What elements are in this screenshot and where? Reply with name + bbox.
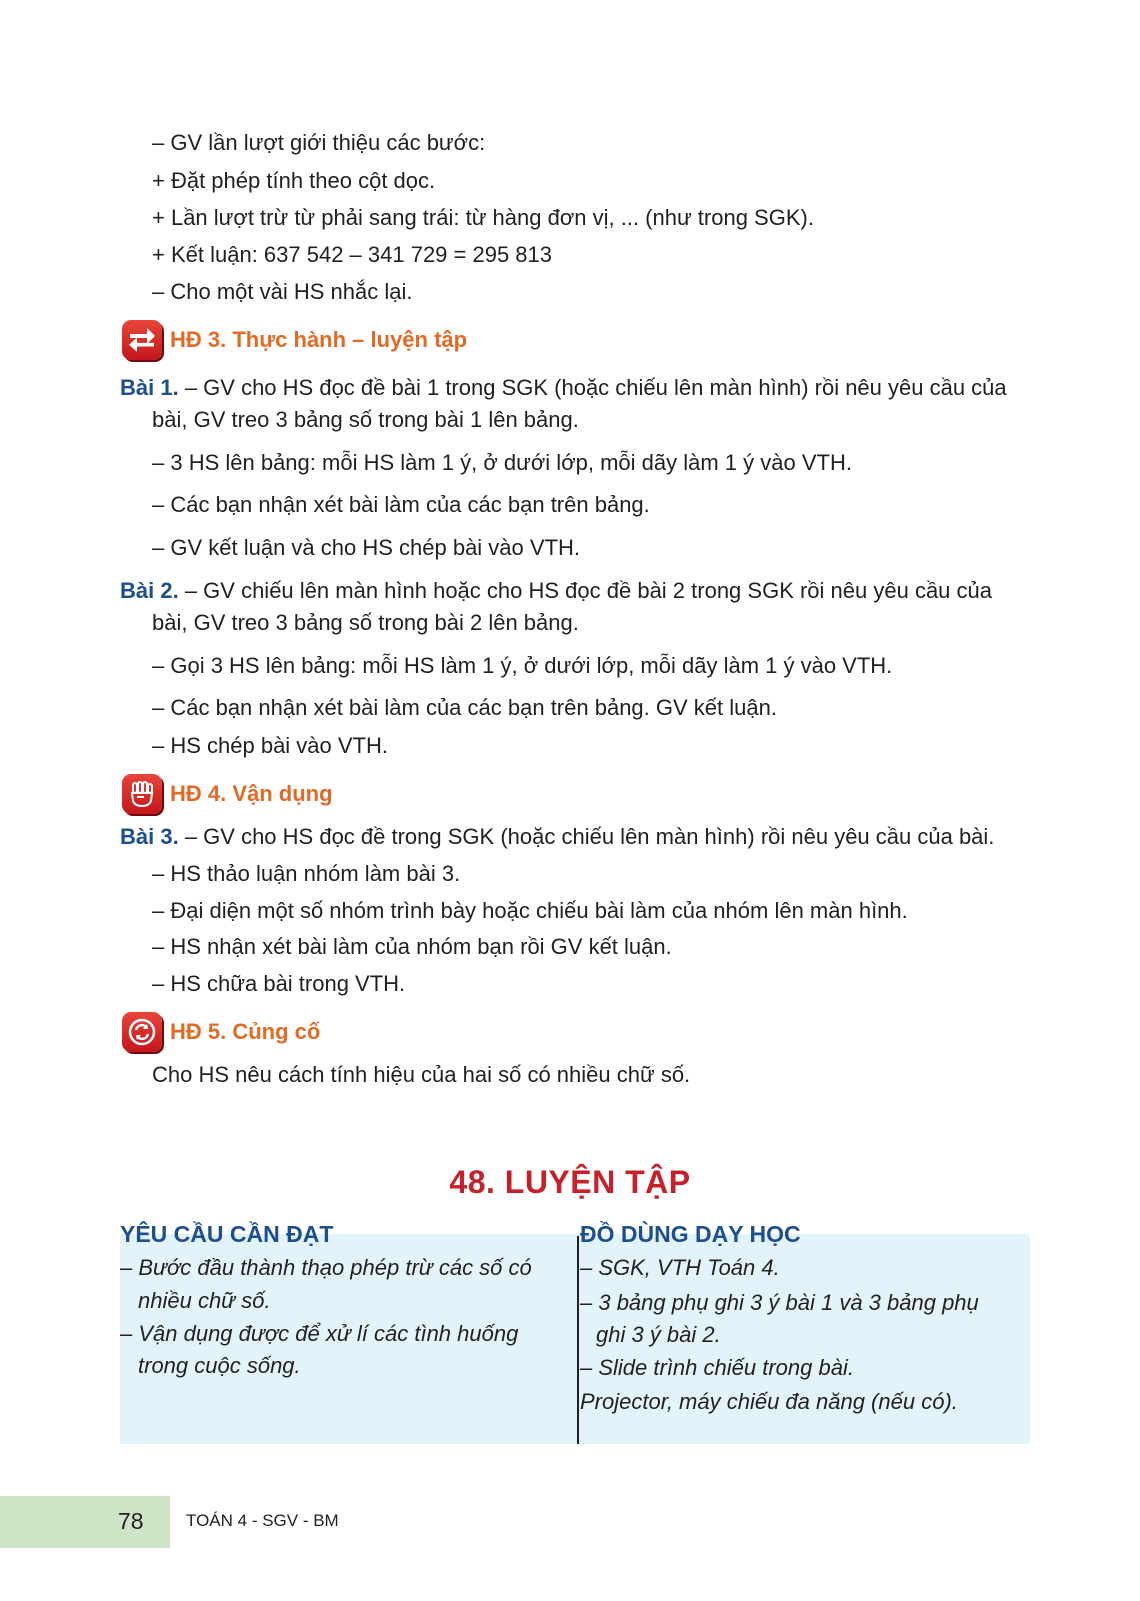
requirement-line: trong cuộc sống. [138,1353,301,1378]
practice-arrows-icon [122,320,162,360]
hd5-heading [122,1012,320,1052]
intro-line: + Đặt phép tính theo cột dọc. [152,168,436,193]
bai1-item: – GV kết luận và cho HS chép bài vào VTH. [152,535,581,560]
bai2-second-line: bài, GV treo 3 bảng số trong bài 2 lên bảng. [152,610,579,635]
page-number: 78 [118,1508,144,1534]
bai3-item: – HS thảo luận nhóm làm bài 3. [152,861,461,886]
intro-line: – GV lần lượt giới thiệu các bước: [152,130,486,155]
hd3-title: HĐ 3. Thực hành – luyện tập [170,327,468,352]
material-line: ghi 3 ý bài 2. [596,1322,721,1347]
book-title: TOÁN 4 - SGV - BM [186,1511,339,1530]
bai2-item: – Gọi 3 HS lên bảng: mỗi HS làm 1 ý, ở dưới lớp, mỗi dãy làm 1 ý vào VTH. [152,653,893,678]
material-line: Projector, máy chiếu đa năng (nếu có). [580,1389,958,1414]
bai2-label: Bài 2. [120,578,179,603]
requirement-line: – Bước đầu thành thạo phép trừ các số có [120,1255,532,1280]
refresh-cycle-icon [122,1012,162,1052]
materials-heading: ĐỒ DÙNG DẠY HỌC [580,1221,801,1247]
requirements-heading: YÊU CẦU CẦN ĐẠT [120,1221,334,1247]
material-line: – Slide trình chiếu trong bài. [580,1355,854,1380]
bai1-second-line: bài, GV treo 3 bảng số trong bài 1 lên bảng. [152,407,579,432]
material-line: – SGK, VTH Toán 4. [580,1255,780,1280]
hd5-title: HĐ 5. Củng cố [170,1019,321,1044]
hd4-heading [122,774,333,814]
hd4-title: HĐ 4. Vận dụng [170,781,333,806]
bai1-text: – GV cho HS đọc đề bài 1 trong SGK (hoặc chiếu lên màn hình) rồi nêu yêu cầu của [184,375,1007,400]
intro-line: + Kết luận: 637 542 – 341 729 = 295 813 [152,242,553,267]
hd3-heading [122,320,467,360]
bai1-item: – 3 HS lên bảng: mỗi HS làm 1 ý, ở dưới lớp, mỗi dãy làm 1 ý vào VTH. [152,450,852,475]
bai2-first-line [120,576,992,606]
fist-icon [122,774,162,814]
bai3-item: – HS nhận xét bài làm của nhóm bạn rồi GV kết luận. [152,934,672,959]
bai1-item: – Các bạn nhận xét bài làm của các bạn trên bảng. [152,492,650,517]
footer-band [0,1496,170,1548]
bai2-item: – HS chép bài vào VTH. [152,733,389,758]
intro-line: + Lần lượt trừ từ phải sang trái: từ hàng đơn vị, ... (như trong SGK). [152,205,814,230]
bai1-label: Bài 1. [120,375,179,400]
bai3-text: – GV cho HS đọc đề trong SGK (hoặc chiếu lên màn hình) rồi nêu yêu cầu của bài. [184,824,995,849]
lesson-title: 48. LUYỆN TẬP [449,1164,691,1200]
bai3-item: – Đại diện một số nhóm trình bày hoặc chiếu bài làm của nhóm lên màn hình. [152,898,908,923]
requirement-line: – Vận dụng được để xử lí các tình huống [120,1321,519,1346]
bai2-item: – Các bạn nhận xét bài làm của các bạn trên bảng. GV kết luận. [152,695,777,720]
bai3-item: – HS chữa bài trong VTH. [152,971,406,996]
bai3-first-line [120,822,994,852]
material-line: – 3 bảng phụ ghi 3 ý bài 1 và 3 bảng phụ [580,1290,979,1315]
bai1-first-line [120,373,1007,403]
requirement-line: nhiều chữ số. [138,1288,271,1313]
intro-line: – Cho một vài HS nhắc lại. [152,279,413,304]
column-divider [577,1236,579,1444]
hd5-text: Cho HS nêu cách tính hiệu của hai số có nhiều chữ số. [152,1062,691,1087]
bai2-text: – GV chiếu lên màn hình hoặc cho HS đọc đề bài 2 trong SGK rồi nêu yêu cầu của [184,578,992,603]
bai3-label: Bài 3. [120,824,179,849]
